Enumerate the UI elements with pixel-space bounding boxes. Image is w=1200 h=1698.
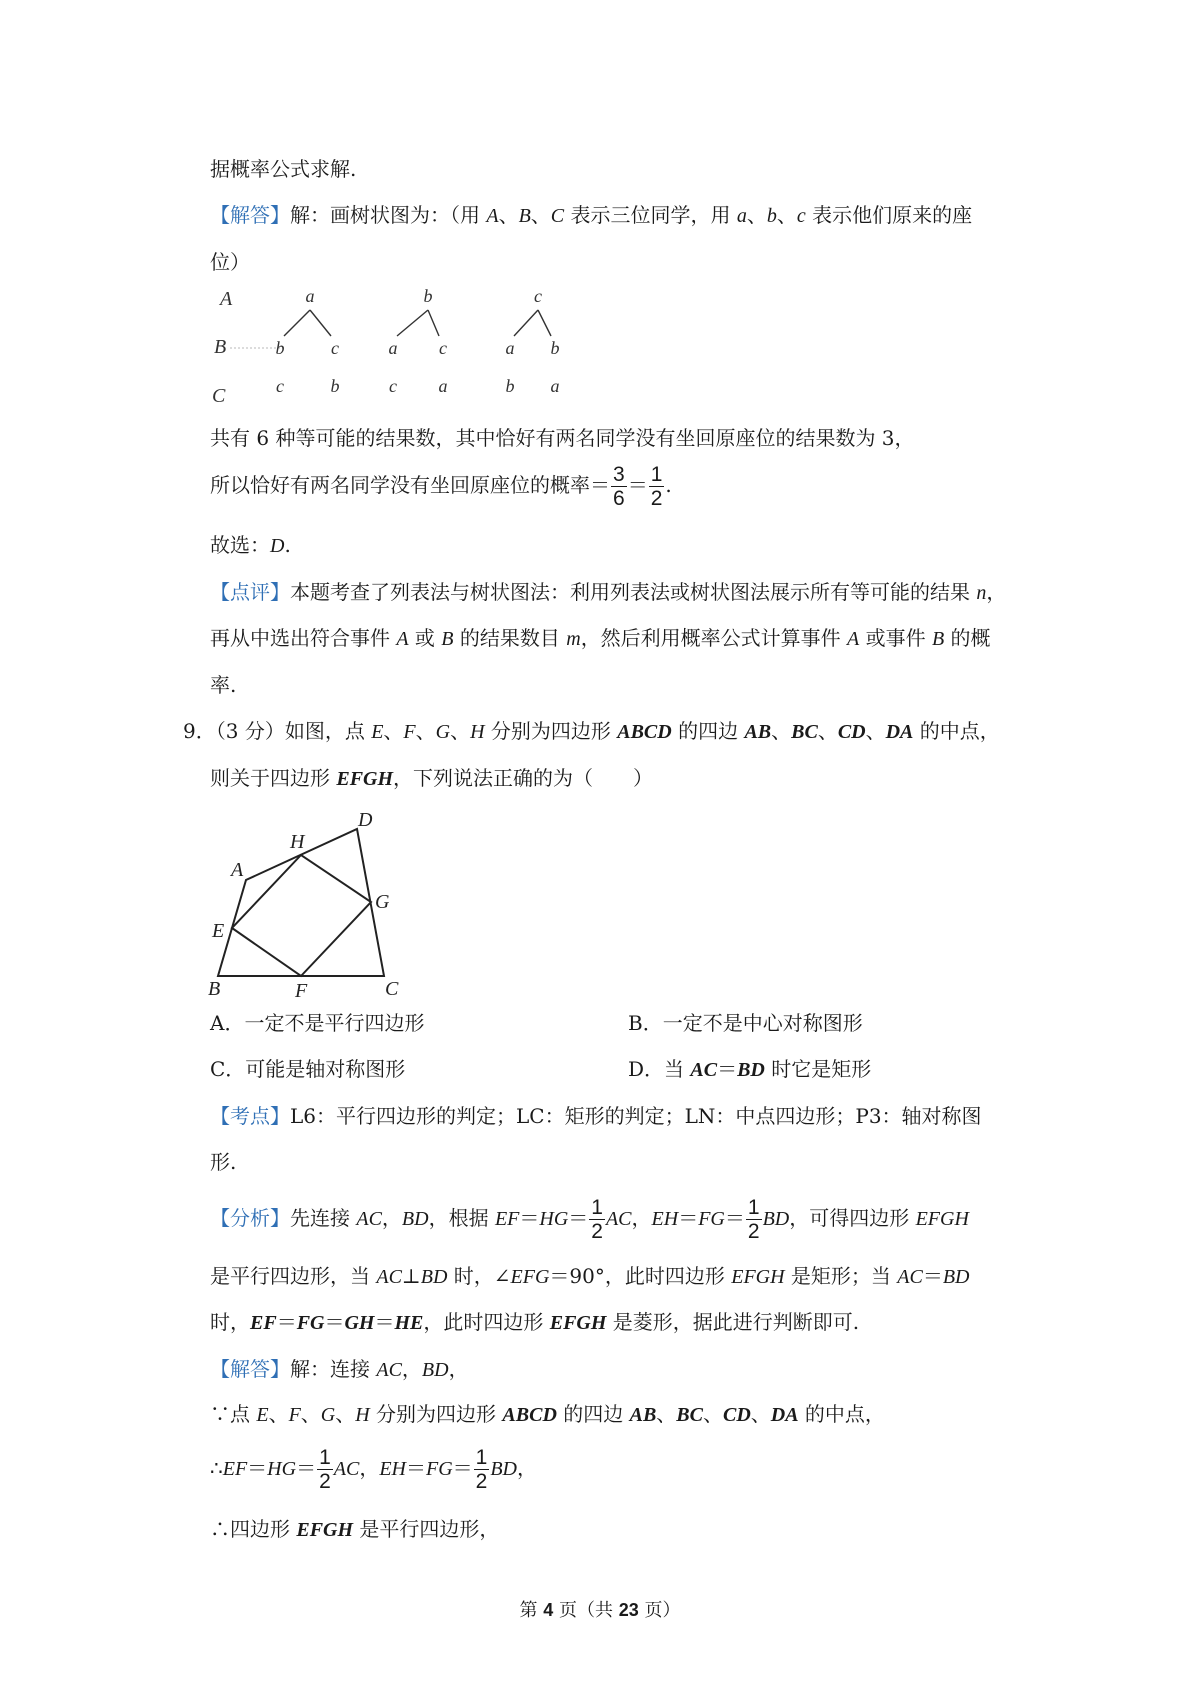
quadrilateral-figure [200,810,430,1000]
page-footer: 第 4 页（共 23 页） [519,1600,681,1621]
tree-branch [428,310,439,336]
tree-root-label: a [305,286,315,306]
answer-section: 【解答】解：连接 AC，BD， [210,1357,469,1381]
tree-branch [397,310,428,336]
tree-leaf-label: c [389,376,397,396]
quadrilateral-efgh [232,855,371,976]
text-line: ∴四边形 EFGH 是平行四边形， [210,1517,500,1541]
tree-leaf-label: b [330,376,340,396]
text-line: 是平行四边形，当 AC⊥BD 时，∠EFG＝90°，此时四边形 EFGH 是矩形；当 AC＝BD [210,1264,970,1288]
vertex-label-b: B [208,978,221,1000]
tree-leaf-label: c [276,376,284,396]
tree-level-label: A [220,288,233,310]
vertex-label-h: H [290,831,305,853]
tree-leaf-label: a [550,376,560,396]
tree-node-label: b [275,338,285,358]
tree-root-label: c [534,286,542,306]
text-line: 形. [210,1150,237,1174]
text-line: 率. [210,673,237,697]
fraction: $\frac{1}{2}$ [650,463,663,510]
text-line: 据概率公式求解. [210,157,357,181]
vertex-label-e: E [212,920,225,942]
tree-leaf-label: a [438,376,448,396]
page-number: 4 [543,1600,554,1620]
text-line: 时，EF＝FG＝GH＝HE，此时四边形 EFGH 是菱形，据此进行判断即可. [210,1310,860,1334]
tree-branch [514,310,538,336]
text-line: 则关于四边形 EFGH，下列说法正确的为（ ） [210,766,654,790]
answer-section: 【解答】解：画树状图为：（用 A、B、C 表示三位同学，用 a、b、c 表示他们原来的座 [210,203,973,227]
answer-tag: 【解答】 [210,203,290,227]
tree-branch [310,310,331,336]
text-line: ∵点 E、F、G、H 分别为四边形 ABCD 的四边 AB、BC、CD、DA 的中点， [210,1402,885,1426]
tree-node-label: a [388,338,398,358]
fraction: $\frac{1}{2}$ [475,1446,488,1493]
option-d[interactable]: D．当 AC＝BD 时它是矩形 [628,1057,872,1081]
tree-diagram [200,278,620,418]
fraction: $\frac{1}{2}$ [319,1446,331,1493]
comment-tag: 【点评】 [210,580,290,604]
tree-level-label: C [212,385,226,407]
option-a[interactable]: A．一定不是平行四边形 [210,1011,425,1035]
fraction: $\frac{3}{6}$ [613,463,625,510]
answer-tag: 【解答】 [210,1357,290,1381]
tree-leaf-label: b [505,376,515,396]
page-total: 23 [618,1600,639,1620]
tree-node-label: b [550,338,560,358]
knowledge-point-section: 【考点】L6：平行四边形的判定；LC：矩形的判定；LN：中点四边形；P3：轴对称图 [210,1104,982,1128]
knowledge-tag: 【考点】 [210,1104,290,1128]
comment-section: 【点评】本题考查了列表法与树状图法：利用列表法或树状图法展示所有等可能的结果 n， [210,580,1007,604]
probability-line: 所以恰好有两名同学没有坐回原座位的概率＝ $\frac{3}{6}$ ＝ $\frac{1}{2}$ . [210,463,672,510]
choice-line: 故选：D. [210,533,291,557]
tree-root-label: b [423,286,433,306]
text-line: 位） [210,250,250,274]
tree-node-label: c [331,338,339,358]
tree-node-label: a [505,338,515,358]
text-line: ∴EF＝HG＝ $\frac{1}{2}$ AC，EH＝FG＝ $\frac{1}{2}$ BD， [210,1446,538,1493]
tree-node-label: c [439,338,447,358]
option-b[interactable]: B．一定不是中心对称图形 [628,1011,863,1035]
tree-level-label: B [214,336,227,358]
tree-branch [538,310,551,336]
text-line: 共有 6 种等可能的结果数，其中恰好有两名同学没有坐回原座位的结果数为 3， [210,426,915,450]
text-line: 再从中选出符合事件 A 或 B 的结果数目 m，然后利用概率公式计算事件 A 或事件 B 的概 [210,626,991,650]
vertex-label-f: F [295,980,308,1000]
analysis-tag: 【分析】 [210,1206,290,1230]
analysis-section: 【分析】先连接 AC，BD，根据 EF＝HG＝ $\frac{1}{2}$ AC，EH＝FG＝ $\frac{1}{2}$ BD，可得四边形 EFGH [210,1196,969,1243]
vertex-label-d: D [358,810,373,831]
vertex-label-g: G [375,891,390,913]
fraction: $\frac{1}{2}$ [747,1196,760,1243]
option-c[interactable]: C．可能是轴对称图形 [210,1057,406,1081]
vertex-label-c: C [385,978,399,1000]
fraction: $\frac{1}{2}$ [591,1196,603,1243]
question-9: 9．（3 分）如图，点 E、F、G、H 分别为四边形 ABCD 的四边 AB、BC、CD、DA 的中点， [183,719,1000,743]
tree-branch [284,310,310,336]
vertex-label-a: A [231,859,244,881]
